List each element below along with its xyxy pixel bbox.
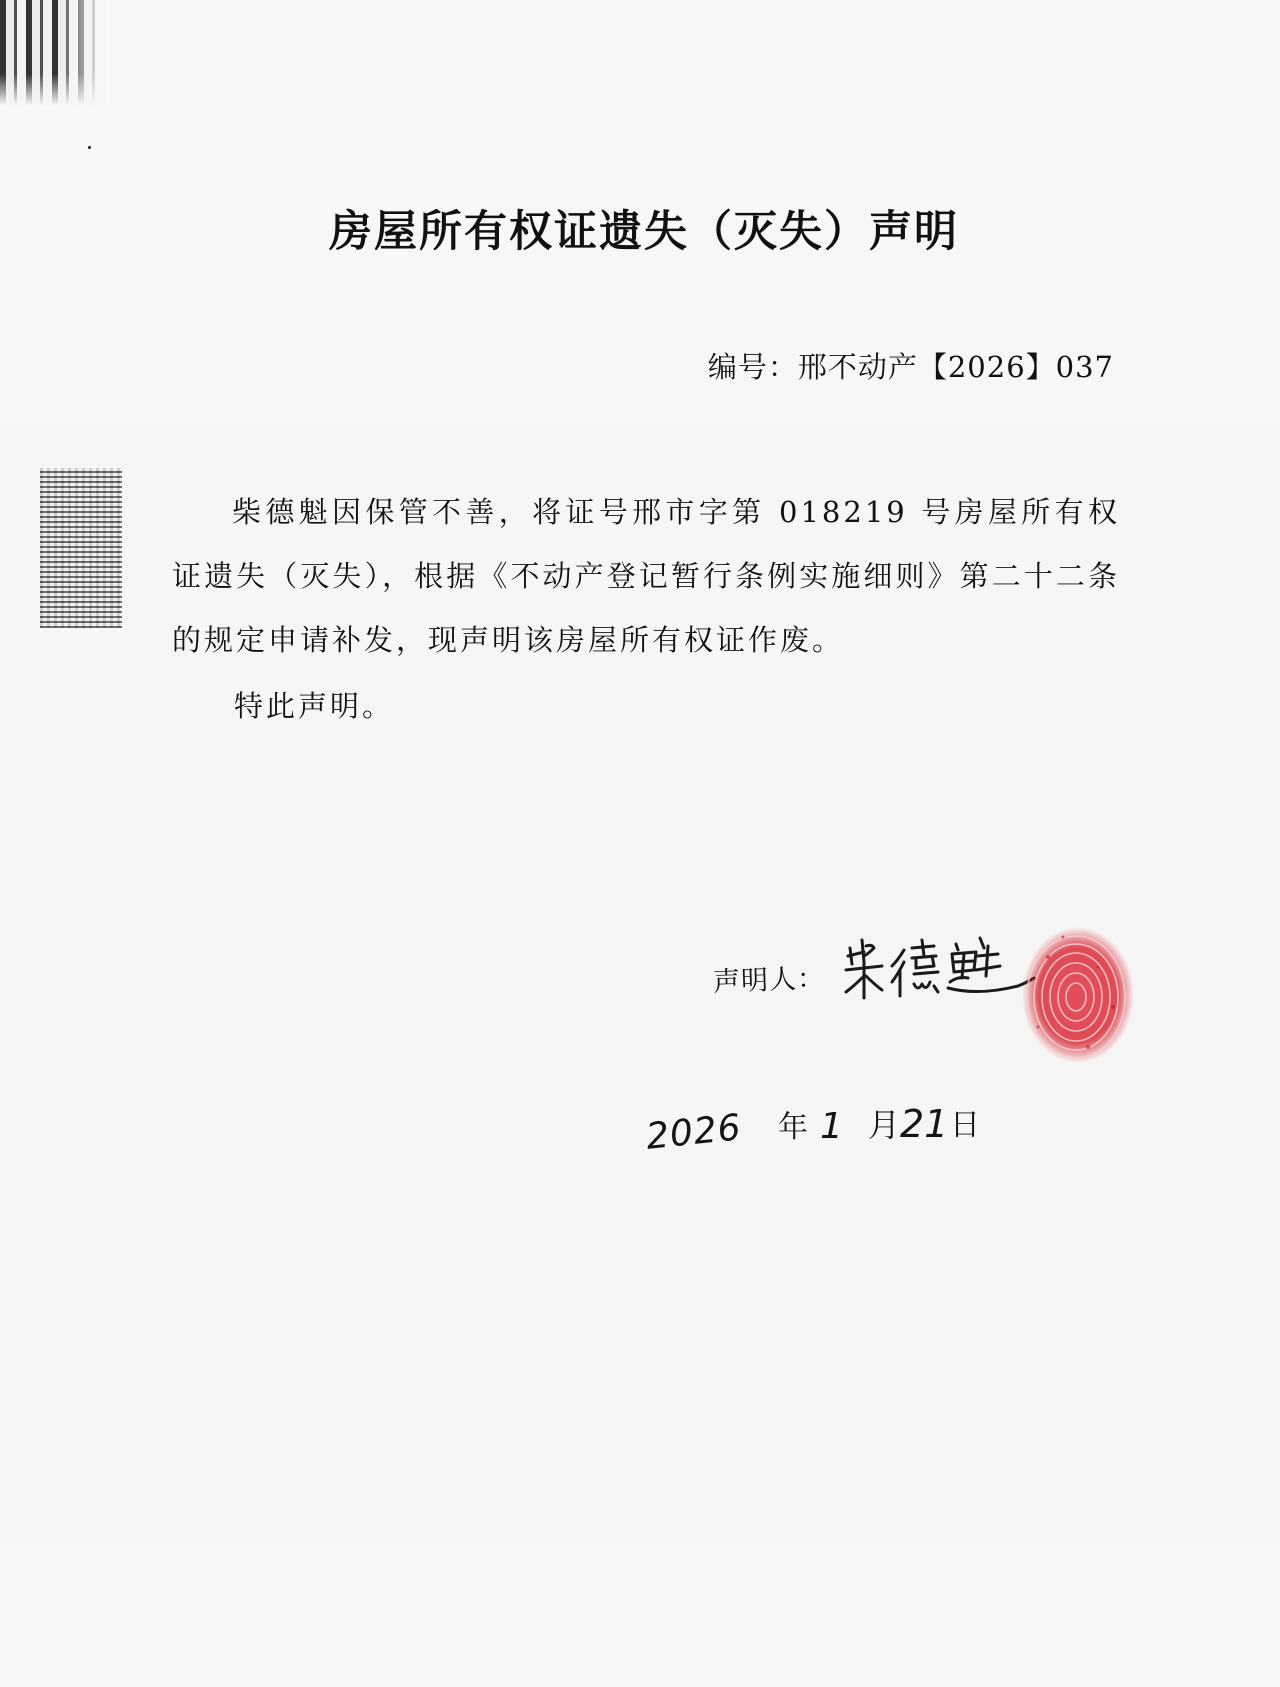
closing-text: 特此声明。 <box>234 689 395 723</box>
date-month-unit: 月 <box>868 1106 901 1144</box>
date-day-unit: 日 <box>950 1108 980 1143</box>
fingerprint-seal <box>1018 917 1140 1067</box>
date-month: 1 <box>820 1106 843 1147</box>
date-year: 2026 <box>644 1107 744 1158</box>
scan-artifact-left <box>40 468 122 628</box>
scan-artifact-fade <box>0 0 105 105</box>
statement-body: 柴德魁因保管不善，将证号邢市字第 018219 号房屋所有权证遗失（灭失），根据《不动产登记暂行条例实施细则》第二十二条的规定申请补发，现声明该房屋所有权证作废。 <box>172 495 1120 657</box>
document-title: 房屋所有权证遗失（灭失）声明 <box>329 207 959 257</box>
date-day: 21 <box>900 1102 949 1146</box>
date-year-unit: 年 <box>778 1110 808 1145</box>
scan-dot <box>88 146 91 149</box>
declarant-label: 声明人： <box>712 963 826 998</box>
document-number: 编号：邢不动产【2026】037 <box>707 350 1114 384</box>
handwritten-date <box>640 1092 1000 1172</box>
handwritten-signature <box>838 926 1038 1006</box>
